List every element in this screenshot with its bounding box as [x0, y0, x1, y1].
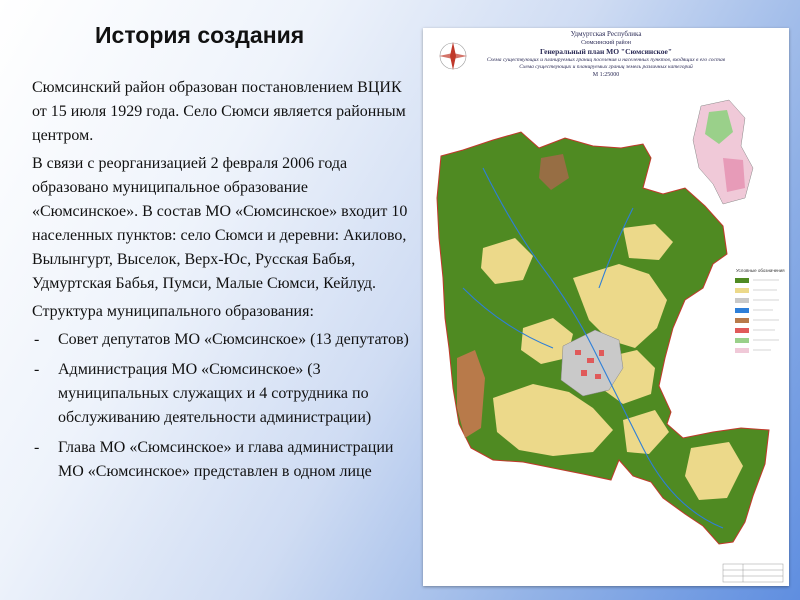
- slide-content: [32, 76, 417, 490]
- inset-map: [693, 100, 753, 204]
- paragraph-history: Сюмсинский район образован постановлением ВЦИК от 15 июля 1929 года. Село Сюмси является районным центром.: [32, 79, 406, 144]
- map-republic-label: Удмуртская Республика: [570, 30, 642, 38]
- map-header: [423, 30, 789, 79]
- list-item-text: Глава МО «Сюмсинское» и глава администрации МО «Сюмсинское» представлен в одном лице: [58, 439, 394, 480]
- general-plan-map: [423, 28, 789, 586]
- map-drawing: [423, 28, 789, 586]
- title-stamp: [723, 564, 783, 582]
- structure-list: [32, 328, 417, 484]
- bullet-marker: -: [34, 331, 40, 348]
- map-district-label: Сюмсинский район: [581, 40, 631, 46]
- list-item: [32, 436, 417, 484]
- list-item-text: Администрация МО «Сюмсинское» (3 муниципальных служащих и 4 сотрудника по обслуживанию деятельности администрации): [58, 361, 372, 426]
- list-item-text: Совет депутатов МО «Сюмсинское» (13 депутатов): [58, 331, 409, 348]
- map-scale-label: М 1:25000: [592, 72, 620, 78]
- bullet-marker: -: [34, 439, 40, 456]
- map-subtitle-2: Схема существующих и планируемых границ земель различных категорий: [519, 64, 693, 70]
- legend-title: Условные обозначения: [736, 268, 785, 273]
- paragraph-structure: Структура муниципального образования:: [32, 303, 314, 320]
- map-subtitle: Схема существующих и планируемых границ поселения и населенных пунктов, входящих в его состав: [486, 57, 726, 63]
- bullet-marker: -: [34, 361, 40, 378]
- map-plan-title: Генеральный план МО "Сюмсинское": [539, 47, 673, 56]
- list-item: [32, 328, 417, 352]
- map-legend: [735, 278, 779, 353]
- paragraph-reorganization: В связи с реорганизацией 2 февраля 2006 года образовано муниципальное образование «Сюмсинское». В состав МО «Сюмсинское» входит 10 населенных пунктов: село Сюмси и деревни: Акилово, Вылынгурт, Выселок, Верх-Юс, Русская Бабья, Удмуртская Бабья, Пумси, Малые Сюмси, Кейлуд.: [32, 155, 408, 292]
- list-item: [32, 358, 417, 430]
- slide-title: История создания: [95, 22, 305, 48]
